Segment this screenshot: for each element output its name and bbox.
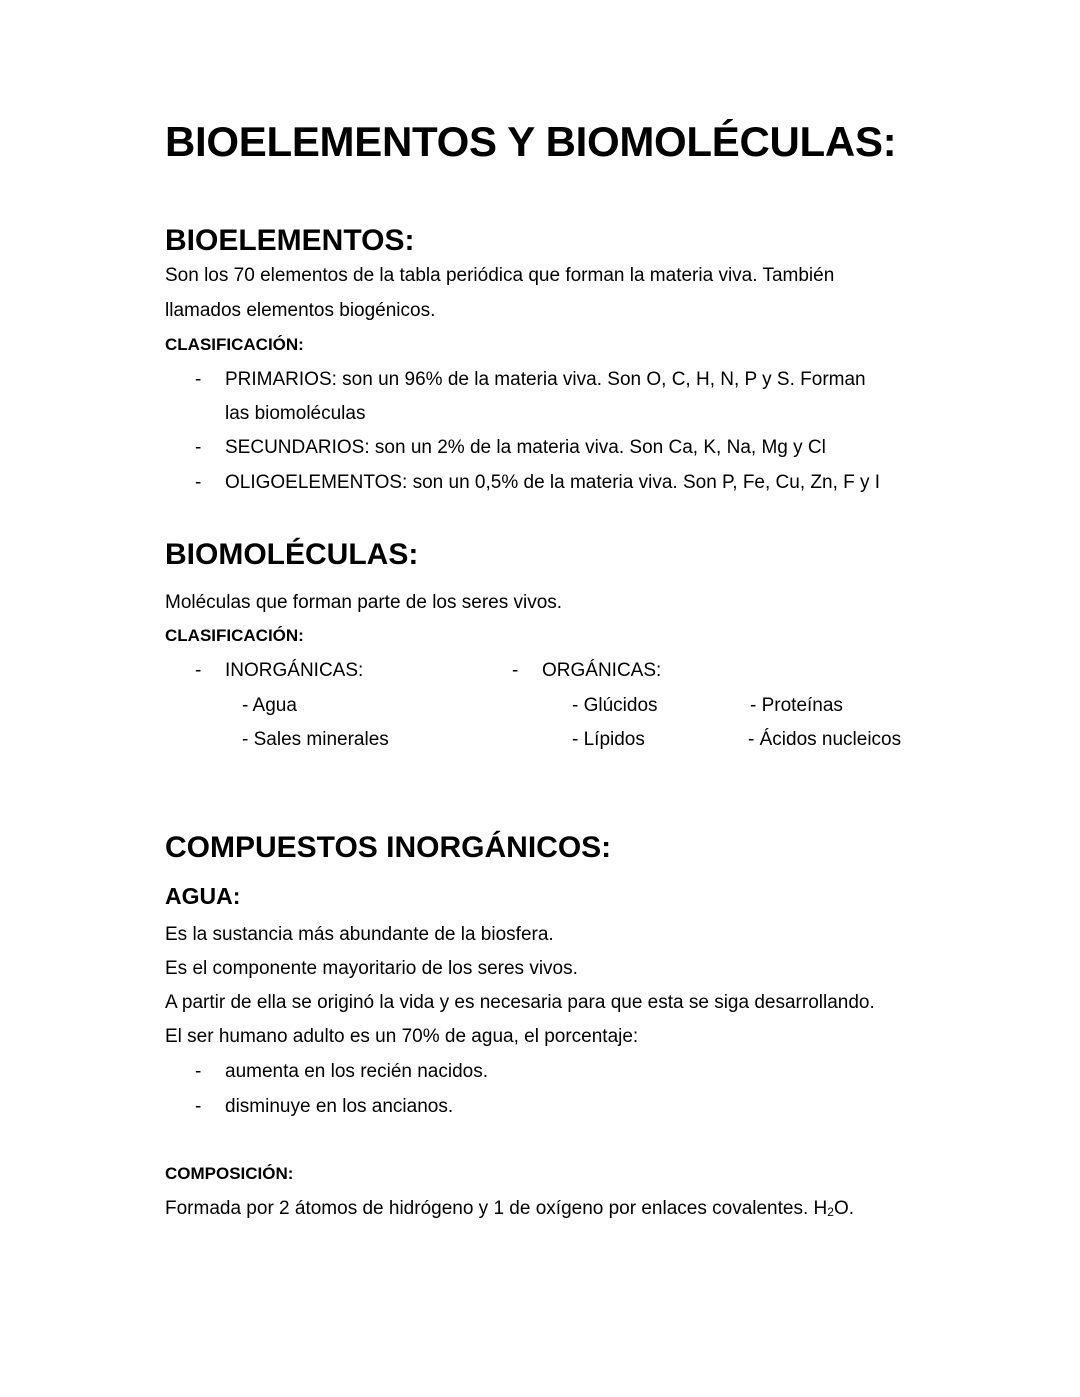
formula-end: O. [833,1198,854,1219]
bioelementos-intro-line1: Son los 70 elementos de la tabla periódica que forman la materia viva. También [165,265,835,286]
agua-list-item: disminuye en los ancianos. [225,1096,454,1117]
biomoleculas-classification-label: CLASIFICACIÓN: [165,626,304,645]
list-bullet: - [195,1061,202,1082]
composicion-text [165,1198,854,1220]
list-item-primarios-cont: las biomoléculas [225,403,366,424]
agua-list-item: aumenta en los recién nacidos. [225,1061,488,1082]
bioelementos-heading: BIOELEMENTOS: [165,224,415,257]
inorganica-item: - Sales minerales [242,729,389,750]
formula-subscript: 2 [827,1205,834,1219]
composicion-text-main: Formada por 2 átomos de hidrógeno y 1 de oxígeno por enlaces covalentes. H [165,1198,828,1219]
compuestos-heading: COMPUESTOS INORGÁNICOS: [165,831,612,864]
organicas-label: ORGÁNICAS: [542,660,662,681]
agua-heading: AGUA: [165,883,241,909]
list-bullet: - [512,660,519,681]
list-bullet: - [195,660,202,681]
organica-item: - Glúcidos [572,695,658,716]
agua-line: A partir de ella se originó la vida y es necesaria para que esta se siga desarrollando. [165,992,875,1013]
organica-item: - Lípidos [572,729,645,750]
agua-line: El ser humano adulto es un 70% de agua, el porcentaje: [165,1026,639,1047]
list-item-oligoelementos: OLIGOELEMENTOS: son un 0,5% de la materia viva. Son P, Fe, Cu, Zn, F y I [225,472,881,493]
list-bullet: - [195,472,202,493]
list-bullet: - [195,1096,202,1117]
composicion-label: COMPOSICIÓN: [165,1164,294,1183]
biomoleculas-intro: Moléculas que forman parte de los seres vivos. [165,592,563,613]
organica-item: - Ácidos nucleicos [748,729,902,750]
list-item-secundarios: SECUNDARIOS: son un 2% de la materia viva. Son Ca, K, Na, Mg y Cl [225,437,826,458]
bioelementos-intro-line2: llamados elementos biogénicos. [165,300,436,321]
biomoleculas-heading: BIOMOLÉCULAS: [165,538,419,571]
page-title: BIOELEMENTOS Y BIOMOLÉCULAS: [165,118,897,165]
inorganica-item: - Agua [242,695,297,716]
bioelementos-classification-label: CLASIFICACIÓN: [165,335,304,354]
list-item-primarios: PRIMARIOS: son un 96% de la materia viva. Son O, C, H, N, P y S. Forman [225,369,866,390]
organica-item: - Proteínas [750,695,843,716]
list-bullet: - [195,437,202,458]
agua-line: Es el componente mayoritario de los seres vivos. [165,958,578,979]
list-bullet: - [195,369,202,390]
inorganicas-label: INORGÁNICAS: [225,660,364,681]
agua-line: Es la sustancia más abundante de la biosfera. [165,924,554,945]
